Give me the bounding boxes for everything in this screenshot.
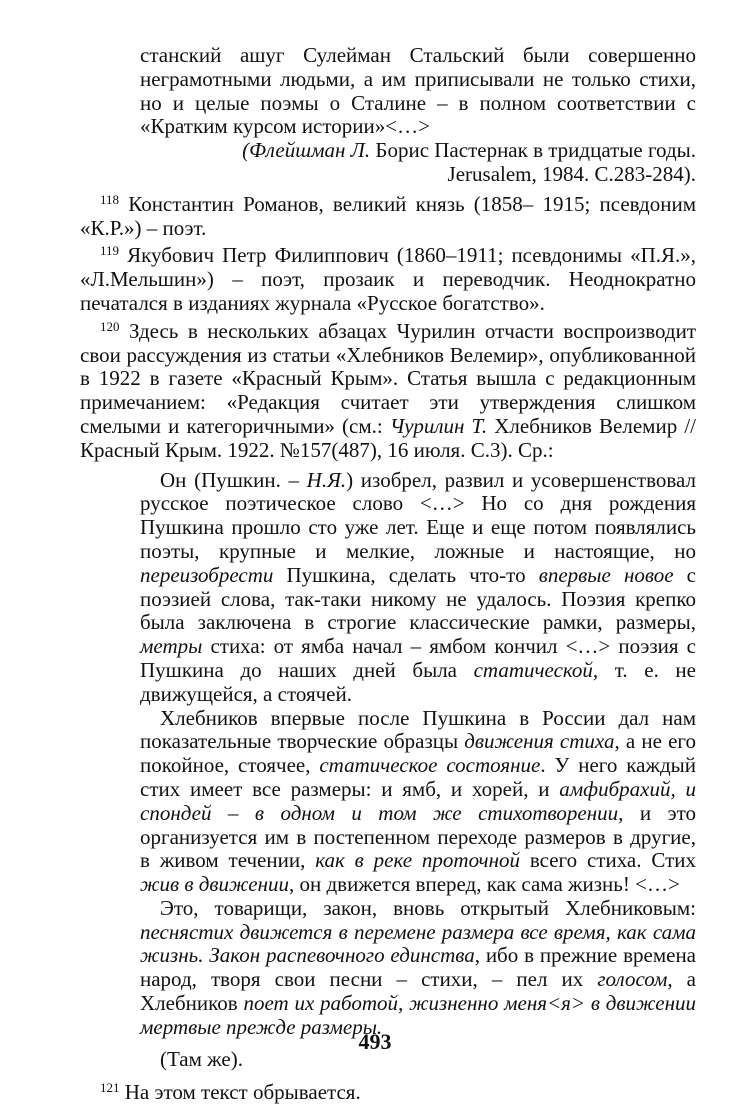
quote-italic: движения стиха: [464, 729, 615, 754]
footnote-author: Чурилин Т.: [389, 413, 488, 438]
quote-text: Хлебников впервые после Пушкина в России дал нам показательные творческие образцы: [140, 705, 696, 754]
quote-italic: как в реке проточной: [315, 848, 520, 873]
intro-text: станский ашуг Сулейман Стальский были совершенно неграмотными людьми, а им приписывали не только стихи, но и целые поэмы о Сталине – в полном соответствии с «Кратким курсом истории»<…>: [140, 43, 696, 139]
footnote-text: На этом текст обрывается.: [119, 1080, 361, 1105]
footnote-number: 119: [100, 243, 120, 259]
footnote-text: Константин Романов, великий князь (1858– 1915; псевдоним «К.Р.») – поэт.: [80, 191, 696, 240]
quote-italic: статическое состояние: [319, 753, 541, 778]
quote-italic: метры: [140, 634, 203, 659]
footnote-118: [80, 193, 696, 241]
quote-italic: Н.Я.: [306, 467, 347, 492]
quote-text: . У него каждый стих имеет все размеры: и ямб, и хорей, и: [140, 753, 696, 801]
quote-italic: статической,: [473, 657, 599, 682]
intro-reference-2: [80, 163, 696, 187]
quote-paragraph-3: [140, 897, 696, 1040]
footnote-number: 121: [100, 1080, 120, 1096]
footnote-number: 118: [100, 191, 120, 207]
quote-italic: голосом: [597, 967, 668, 992]
quote-text: стиха: от ямба начал – ямбом кончил <…> поэзия с Пушкина до наших дней была: [140, 634, 696, 682]
quote-paragraph-1: [140, 469, 696, 707]
quote-italic: впервые новое: [538, 562, 674, 587]
quote-paragraph-2: [140, 707, 696, 897]
quote-text: , а Хлебников: [140, 967, 696, 1016]
quote-text: т. е. не движущейся, а стоячей.: [140, 657, 696, 706]
intro-quote: [80, 44, 696, 139]
quote-text: , и это организуется им в постепенном переходе размеров в другие, в живом течении,: [140, 800, 696, 873]
page-number: 493: [358, 1029, 392, 1054]
quote-text: с поэзией слова, так-таки никому не удалось. Поэзия крепко была заключена в строгие классические рамки, размеры,: [140, 562, 696, 635]
quote-italic: поет их работой, жизненно меня<я> в движении мертвые прежде размеры.: [140, 991, 697, 1039]
quote-italic: переизобрести: [140, 562, 274, 587]
cited-quote: [80, 469, 696, 1072]
footnote-119: [80, 244, 696, 315]
quote-italic: жив в движении: [140, 872, 289, 897]
footnote-text: Здесь в нескольких абзацах Чурилин отчасти воспроизводит свои рассуждения из статьи «Хлебников Велемир», опубликованной в 1922 в газете «Красный Крым». Статья вышла с редакционным примечанием: «Редакция считает эти утверждения слишком смелыми и категоричными» (см.:: [80, 318, 696, 438]
ref-author: (Флейшман Л.: [242, 138, 371, 163]
quote-text: Он (Пушкин. –: [160, 467, 307, 492]
quote-source-text: (Там же).: [160, 1046, 243, 1071]
quote-text: ) изобрел, развил и усовершенствовал русское поэтическое слово <…> Но со дня рождения Пушкина прошло сто уже лет. Еще и еще потом появлялись поэты, крупные и мелкие, ложные и настоящие, но: [140, 467, 696, 563]
quote-italic: песнястих движется в перемене размера все время, как сама жизнь. Закон распевочного единства: [140, 919, 696, 968]
quote-text: Пушкина, сделать что-то: [273, 562, 539, 587]
ref-publication: Jerusalem, 1984. С.283-284).: [447, 161, 696, 186]
ref-title: Борис Пастернак в тридцатые годы.: [370, 138, 696, 163]
footnote-120: [80, 320, 696, 463]
footnote-text-cont: Хлебников Велемир // Красный Крым. 1922. №157(487), 16 июля. С.3). Ср.:: [80, 413, 696, 462]
quote-italic: амфибрахий, и спондей – в одном и том же стихотворении: [140, 776, 696, 825]
intro-reference: [80, 139, 696, 163]
footnote-number: 120: [100, 318, 120, 334]
footnote-121: [80, 1081, 696, 1105]
footnote-text: Якубович Петр Филиппович (1860–1911; псевдонимы «П.Я.», «Л.Мельшин») – поэт, прозаик и переводчик. Неоднократно печатался в изданиях журнала «Русское богатство».: [80, 243, 696, 315]
quote-text: , ибо в прежние времена народ, творя свои песни – стихи, – пел их: [140, 943, 696, 992]
quote-text: Это, товарищи, закон, вновь открытый Хлебниковым:: [160, 895, 696, 920]
quote-text: всего стиха. Стих: [519, 848, 696, 873]
page-body: [80, 44, 696, 1105]
quote-text: , он движется вперед, как сама жизнь! <…>: [289, 872, 680, 897]
quote-text: , а не его покойное, стоячее,: [140, 729, 696, 778]
